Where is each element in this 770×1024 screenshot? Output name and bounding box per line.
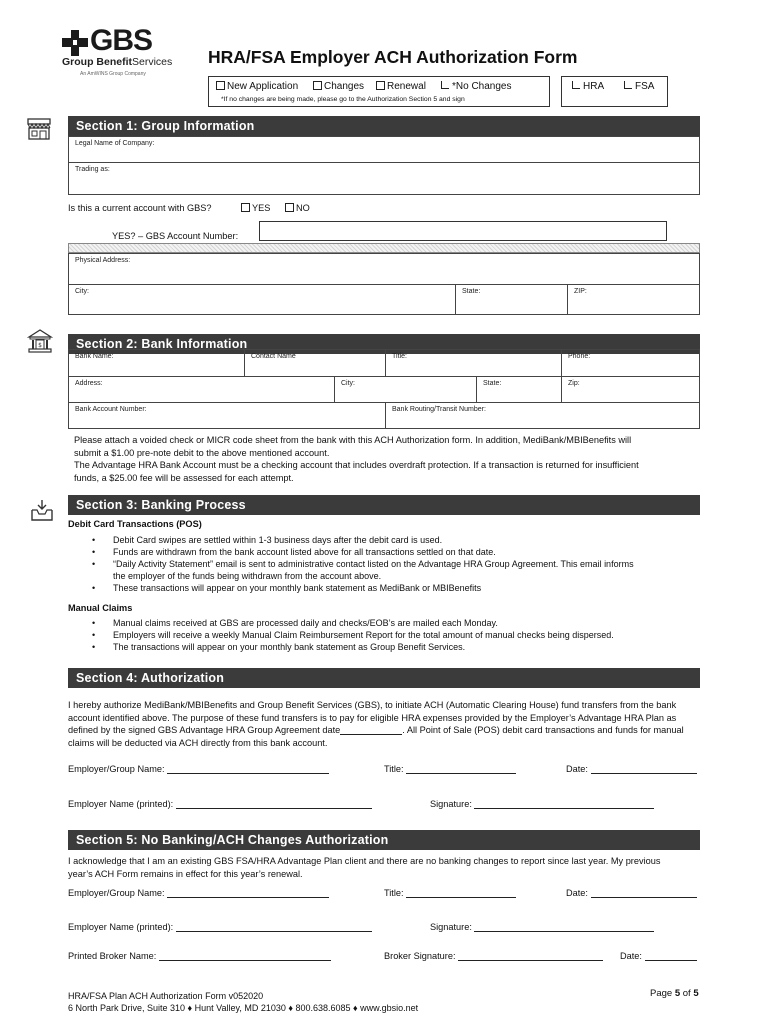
renewal-checkbox[interactable]: [376, 81, 385, 90]
gbs-account-number-label: YES? – GBS Account Number:: [112, 231, 239, 241]
title-input[interactable]: [406, 773, 516, 774]
bank-icon: [27, 328, 53, 354]
renewal-label: Renewal: [387, 81, 426, 92]
form-title: HRA/FSA Employer ACH Authorization Form: [208, 47, 578, 67]
s5-title-label: Title:: [384, 888, 404, 898]
physical-address-label: Physical Address:: [75, 257, 131, 264]
broker-date-label: Date:: [620, 951, 642, 961]
bullet-icon: •: [92, 642, 96, 652]
bullet-icon: •: [92, 583, 96, 593]
gbs-logo-icon: [62, 30, 90, 56]
s5-signature-input[interactable]: [474, 931, 654, 932]
bank-instructions: Please attach a voided check or MICR code sheet from the bank with this ACH Authorization form. In addition, MediBank/MBIBenefits will submit a $1.00 pre-note debit to the above mentioned account. The Advantage HRA Bank Account must be a checking account that includes overdraft protection. If a transaction is returned for insufficient funds, a $25.00 fee will be assessed for each attempt.: [74, 435, 639, 483]
s5-employer-printed-label: Employer Name (printed):: [68, 922, 174, 932]
signature-input[interactable]: [474, 808, 654, 809]
s5-employer-printed-input[interactable]: [176, 931, 372, 932]
broker-name-label: Printed Broker Name:: [68, 951, 157, 961]
broker-signature-label: Broker Signature:: [384, 951, 456, 961]
yes-checkbox[interactable]: [241, 203, 250, 212]
debit-item: Funds are withdrawn from the bank account listed above for all transactions settled on that date.: [113, 547, 496, 557]
bank-name-label: Bank Name:: [75, 353, 114, 360]
s5-employer-group-label: Employer/Group Name:: [68, 888, 165, 898]
changes-label: Changes: [324, 81, 365, 92]
physical-address-field[interactable]: [68, 253, 700, 285]
bank-phone-label: Phone:: [568, 353, 591, 360]
changes-checkbox[interactable]: [313, 81, 322, 90]
employer-printed-input[interactable]: [176, 808, 372, 809]
s5-employer-group-row: [68, 888, 329, 898]
new-application-label: New Application: [227, 81, 299, 92]
agreement-date-input[interactable]: [340, 734, 402, 735]
zip-label: ZIP:: [574, 288, 587, 295]
trading-as-label: Trading as:: [75, 166, 110, 173]
broker-signature-input[interactable]: [458, 960, 603, 961]
logo-subtitle: Group BenefitServices: [62, 56, 173, 68]
routing-number-label: Bank Routing/Transit Number:: [392, 406, 486, 413]
page-number: Page 5 of 5: [650, 988, 699, 999]
bank-state-field[interactable]: [476, 376, 562, 403]
no-label: NO: [296, 203, 310, 213]
s5-employer-group-input[interactable]: [167, 897, 329, 898]
manual-item: The transactions will appear on your monthly bank statement as Group Benefit Services.: [113, 642, 466, 652]
section-4-header: Section 4: Authorization: [68, 668, 700, 688]
current-account-question: Is this a current account with GBS?: [68, 203, 212, 213]
signature-label: Signature:: [430, 799, 472, 809]
yes-label: YES: [252, 203, 271, 213]
routing-number-field[interactable]: [385, 402, 700, 429]
s5-date-label: Date:: [566, 888, 588, 898]
bank-address-field[interactable]: [68, 376, 335, 403]
broker-signature-row: [384, 951, 603, 961]
bank-state-label: State:: [483, 380, 502, 387]
employer-printed-row: [68, 799, 372, 809]
state-field[interactable]: [455, 284, 568, 315]
date-input[interactable]: [591, 773, 697, 774]
trading-as-field[interactable]: [68, 162, 700, 195]
bank-name-field[interactable]: [68, 349, 245, 377]
bank-account-number-field[interactable]: [68, 402, 386, 429]
current-no-option[interactable]: [285, 203, 310, 213]
footer-address: 6 North Park Drive, Suite 310 ♦ Hunt Valley, MD 21030 ♦ 800.638.6085 ♦ www.gbsio.net: [68, 1003, 419, 1013]
s5-date-input[interactable]: [591, 897, 697, 898]
debit-item: “Daily Activity Statement” email is sent to administrative contact listed on the Advantage HRA Group Agreement. This email informs: [113, 559, 634, 569]
bullet-icon: •: [92, 559, 96, 569]
manual-item: Employers will receive a weekly Manual Claim Reimbursement Report for the total amount of manual checks being dispersed.: [113, 630, 614, 640]
inbox-download-icon: [29, 498, 55, 524]
s5-date-row: [566, 888, 697, 898]
state-label: State:: [462, 288, 481, 295]
zip-field[interactable]: [567, 284, 700, 315]
logo-text: GBS: [90, 24, 153, 57]
city-field[interactable]: [68, 284, 456, 315]
s5-title-input[interactable]: [406, 897, 516, 898]
broker-name-input[interactable]: [159, 960, 331, 961]
debit-item-continued: the employer of the funds being withdrawn from the account above.: [113, 571, 382, 581]
gbs-account-number-input[interactable]: [259, 221, 667, 241]
s5-employer-printed-row: [68, 922, 372, 932]
bank-zip-field[interactable]: [561, 376, 700, 403]
section-3-header: Section 3: Banking Process: [68, 495, 700, 515]
bullet-icon: •: [92, 618, 96, 628]
hra-label: HRA: [583, 81, 605, 92]
employer-group-row: [68, 764, 329, 774]
bank-title-field[interactable]: [385, 349, 562, 377]
date-label: Date:: [566, 764, 588, 774]
bullet-icon: •: [92, 630, 96, 640]
employer-group-input[interactable]: [167, 773, 329, 774]
title-row: [384, 764, 516, 774]
bullet-icon: •: [92, 547, 96, 557]
bullet-icon: •: [92, 535, 96, 545]
bank-city-field[interactable]: [334, 376, 477, 403]
manual-claims-heading: Manual Claims: [68, 603, 133, 613]
application-type-box: [208, 76, 550, 107]
bank-zip-label: Zip:: [568, 380, 580, 387]
legal-name-label: Legal Name of Company:: [75, 140, 155, 147]
authorization-paragraph: I hereby authorize MediBank/MBIBenefits and Group Benefit Services (GBS), to initiate ACH (Automatic Clearing House) fund transfers from the bank account identified above. The purpose of these fund transfers is to pay for eligible HRA expenses provided by the Employer’s Advantage HRA Plan as defined by the signed GBS Advantage HRA Group Agreement date . All Point of Sale (POS) debit card transactions and funds for manual claims will be deducted via ACH directly from this bank account.: [68, 700, 684, 748]
date-row: [566, 764, 697, 774]
current-yes-option[interactable]: [241, 203, 270, 213]
logo-tagline: An AmWINS Group Company: [80, 71, 146, 77]
section-2-header: Section 2: Bank Information: [68, 334, 700, 354]
broker-date-input[interactable]: [645, 960, 697, 961]
debit-card-heading: Debit Card Transactions (POS): [68, 519, 202, 529]
bank-title-label: Title:: [392, 353, 407, 360]
bank-address-label: Address:: [75, 380, 103, 387]
no-changes-paragraph: I acknowledge that I am an existing GBS FSA/HRA Advantage Plan client and there are no banking changes to report since last year. My previous year’s ACH Form remains in effect for this year’s renewal.: [68, 856, 661, 879]
contact-name-label: Contact Name: [251, 353, 296, 360]
s5-signature-label: Signature:: [430, 922, 472, 932]
footer-form-version: HRA/FSA Plan ACH Authorization Form v052020: [68, 991, 264, 1001]
employer-group-label: Employer/Group Name:: [68, 764, 165, 774]
debit-item: Debit Card swipes are settled within 1-3 business days after the debit card is used.: [113, 535, 443, 545]
hatched-divider: [68, 243, 700, 253]
bank-city-label: City:: [341, 380, 355, 387]
no-changes-note: *If no changes are being made, please go to the Authorization Section 5 and sign: [221, 96, 465, 103]
signature-row: [430, 799, 654, 809]
new-application-checkbox[interactable]: [216, 81, 225, 90]
no-checkbox[interactable]: [285, 203, 294, 212]
plan-type-box: [561, 76, 668, 107]
city-label: City:: [75, 288, 89, 295]
no-changes-label: *No Changes: [452, 81, 512, 92]
section-1-header: Section 1: Group Information: [68, 116, 700, 136]
debit-item: These transactions will appear on your monthly bank statement as MediBank or MBIBenefits: [113, 583, 482, 593]
employer-printed-label: Employer Name (printed):: [68, 799, 174, 809]
bank-account-number-label: Bank Account Number:: [75, 406, 147, 413]
broker-date-row: [620, 951, 697, 961]
hra-checkbox[interactable]: [572, 81, 580, 89]
storefront-icon: [26, 117, 52, 141]
manual-item: Manual claims received at GBS are processed daily and checks/EOB’s are mailed each Monday.: [113, 618, 498, 628]
bank-phone-field[interactable]: [561, 349, 700, 377]
fsa-checkbox[interactable]: [624, 81, 632, 89]
s5-title-row: [384, 888, 516, 898]
fsa-label: FSA: [635, 81, 655, 92]
section-5-header: Section 5: No Banking/ACH Changes Authorization: [68, 830, 700, 850]
legal-name-field[interactable]: [68, 136, 700, 163]
title-label: Title:: [384, 764, 404, 774]
no-changes-checkbox[interactable]: [441, 81, 449, 89]
contact-name-field[interactable]: [244, 349, 386, 377]
broker-name-row: [68, 951, 331, 961]
svg-text:$: $: [38, 342, 42, 349]
s5-signature-row: [430, 922, 654, 932]
